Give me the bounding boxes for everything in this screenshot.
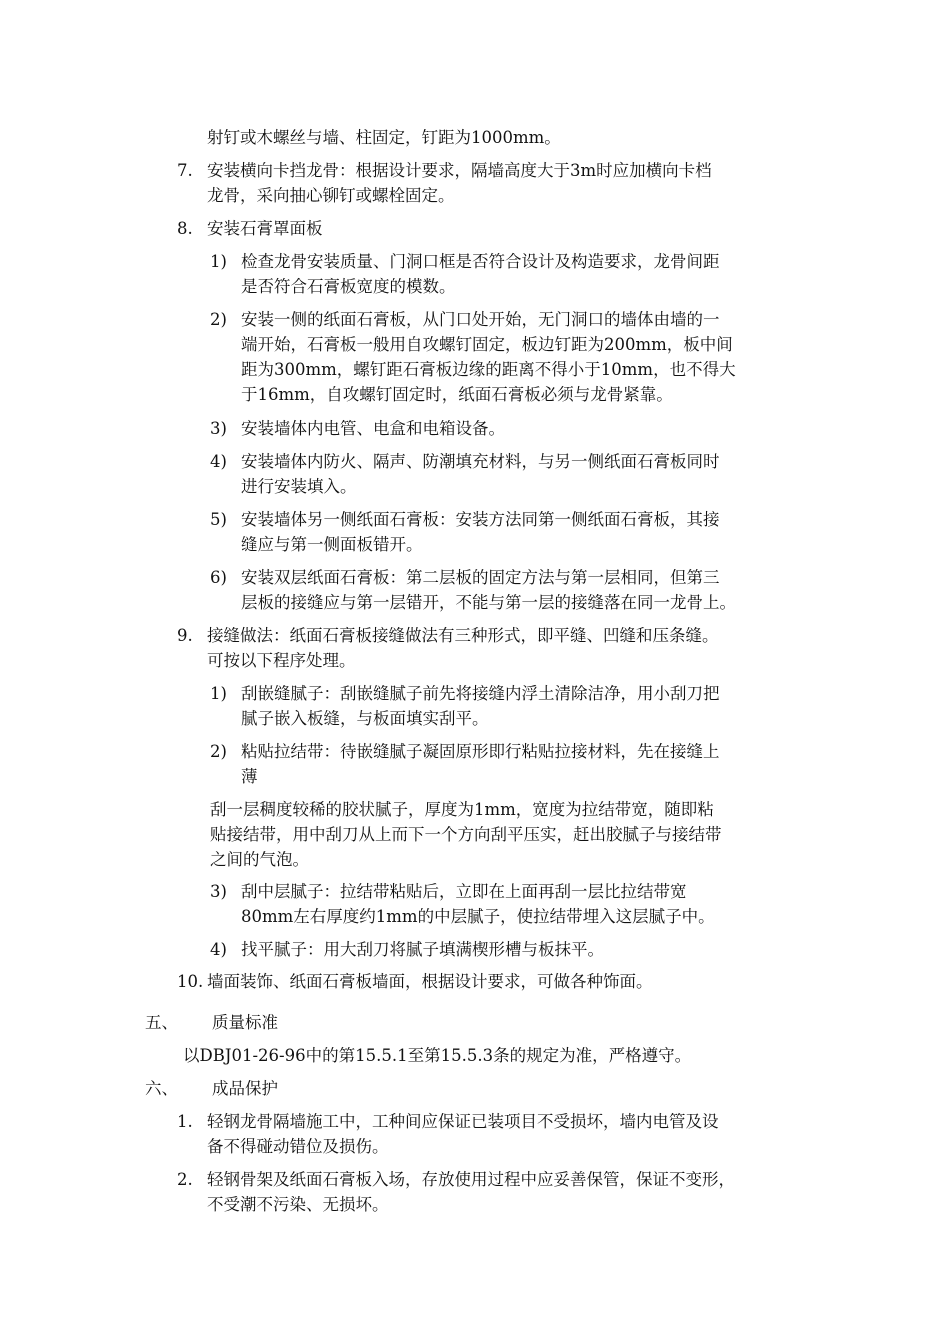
text-line: 端开始，石膏板一般用自攻螺钉固定，板边钉距为200mm，板中间 <box>241 335 733 354</box>
text-line: 进行安装填入。 <box>241 477 357 496</box>
text-line: 粘贴拉结带：待嵌缝腻子凝固原形即行粘贴拉接材料，先在接缝上 <box>241 742 720 761</box>
list-number: 6) <box>210 568 227 587</box>
item-text <box>207 623 719 673</box>
list-number: 5) <box>210 510 227 529</box>
list-number: 2) <box>210 742 227 761</box>
text-line: 轻钢骨架及纸面石膏板入场，存放使用过程中应妥善保管，保证不变形， <box>207 1170 735 1189</box>
list-number: 1) <box>210 684 227 703</box>
item-text <box>212 1010 278 1035</box>
item-text <box>241 565 736 615</box>
item-text <box>210 797 722 872</box>
list-number: 六、 <box>145 1079 178 1098</box>
text-line: 安装墙体另一侧纸面石膏板：安装方法同第一侧纸面石膏板，其接 <box>241 510 720 529</box>
text-line: 可按以下程序处理。 <box>207 651 356 670</box>
text-line: 接缝做法：纸面石膏板接缝做法有三种形式，即平缝、凹缝和压条缝。 <box>207 626 719 645</box>
text-line: 以DBJ01-26-96中的第15.5.1至第15.5.3条的规定为准，严格遵守。 <box>183 1046 692 1065</box>
item-text <box>207 216 323 241</box>
text-line: 墙面装饰、纸面石膏板墙面，根据设计要求，可做各种饰面。 <box>207 972 653 991</box>
list-number: 2. <box>177 1170 193 1189</box>
item-text <box>241 681 720 731</box>
item-text <box>241 937 604 962</box>
item-text <box>207 158 712 208</box>
text-line: 层板的接缝应与第一层错开，不能与第一层的接缝落在同一龙骨上。 <box>241 593 736 612</box>
item-text <box>241 879 715 929</box>
text-line: 检查龙骨安装质量、门洞口框是否符合设计及构造要求，龙骨间距 <box>241 252 720 271</box>
item-text <box>207 1109 719 1159</box>
list-number: 3) <box>210 882 227 901</box>
list-number: 2) <box>210 310 227 329</box>
text-line: 腻子嵌入板缝，与板面填实刮平。 <box>241 709 489 728</box>
item-text <box>241 416 505 441</box>
list-number: 10. <box>177 972 204 991</box>
text-line: 安装墙体内防火、隔声、防潮填充材料，与另一侧纸面石膏板同时 <box>241 452 720 471</box>
item-text <box>207 125 561 150</box>
item-text <box>212 1076 278 1101</box>
text-line: 射钉或木螺丝与墙、柱固定，钉距为1000mm。 <box>207 128 561 147</box>
text-line: 80mm左右厚度约1mm的中层腻子，使拉结带埋入这层腻子中。 <box>241 907 715 926</box>
list-number: 4) <box>210 940 227 959</box>
text-line: 刮中层腻子：拉结带粘贴后，立即在上面再刮一层比拉结带宽 <box>241 882 687 901</box>
text-line: 成品保护 <box>212 1079 278 1098</box>
text-line: 龙骨，采向抽心铆钉或螺栓固定。 <box>207 186 455 205</box>
text-line: 质量标准 <box>212 1013 278 1032</box>
text-line: 安装石膏罩面板 <box>207 219 323 238</box>
list-number: 4) <box>210 452 227 471</box>
text-line: 之间的气泡。 <box>210 850 309 869</box>
item-text <box>241 507 720 557</box>
text-line: 薄 <box>241 767 258 786</box>
item-text <box>207 1167 735 1217</box>
text-line: 安装墙体内电管、电盒和电箱设备。 <box>241 419 505 438</box>
item-text <box>241 307 736 407</box>
text-line: 找平腻子：用大刮刀将腻子填满楔形槽与板抹平。 <box>241 940 604 959</box>
item-text <box>241 449 720 499</box>
text-line: 于16mm，自攻螺钉固定时，纸面石膏板必须与龙骨紧靠。 <box>241 385 673 404</box>
list-number: 五、 <box>145 1013 178 1032</box>
text-line: 备不得碰动错位及损伤。 <box>207 1137 389 1156</box>
list-number: 3) <box>210 419 227 438</box>
text-line: 安装一侧的纸面石膏板，从门口处开始，无门洞口的墙体由墙的一 <box>241 310 720 329</box>
text-line: 不受潮不污染、无损坏。 <box>207 1195 389 1214</box>
text-line: 是否符合石膏板宽度的模数。 <box>241 277 456 296</box>
list-number: 8. <box>177 219 193 238</box>
text-line: 距为300mm，螺钉距石膏板边缘的距离不得小于10mm，也不得大 <box>241 360 736 379</box>
list-number: 1. <box>177 1112 193 1131</box>
item-text <box>183 1043 691 1068</box>
list-number: 1) <box>210 252 227 271</box>
item-text <box>207 969 653 994</box>
text-line: 安装双层纸面石膏板：第二层板的固定方法与第一层相同，但第三 <box>241 568 720 587</box>
text-line: 缝应与第一侧面板错开。 <box>241 535 423 554</box>
text-line: 刮一层稠度较稀的胶状腻子，厚度为1mm，宽度为拉结带宽，随即粘 <box>210 800 714 819</box>
text-line: 轻钢龙骨隔墙施工中，工种间应保证已装项目不受损坏，墙内电管及设 <box>207 1112 719 1131</box>
list-number: 9. <box>177 626 193 645</box>
text-line: 贴接结带，用中刮刀从上而下一个方向刮平压实，赶出胶腻子与接结带 <box>210 825 722 844</box>
list-number: 7. <box>177 161 193 180</box>
item-text <box>241 739 720 789</box>
text-line: 安装横向卡挡龙骨：根据设计要求，隔墙高度大于3m时应加横向卡档 <box>207 161 712 180</box>
item-text <box>241 249 720 299</box>
text-line: 刮嵌缝腻子：刮嵌缝腻子前先将接缝内浮土清除洁净，用小刮刀把 <box>241 684 720 703</box>
